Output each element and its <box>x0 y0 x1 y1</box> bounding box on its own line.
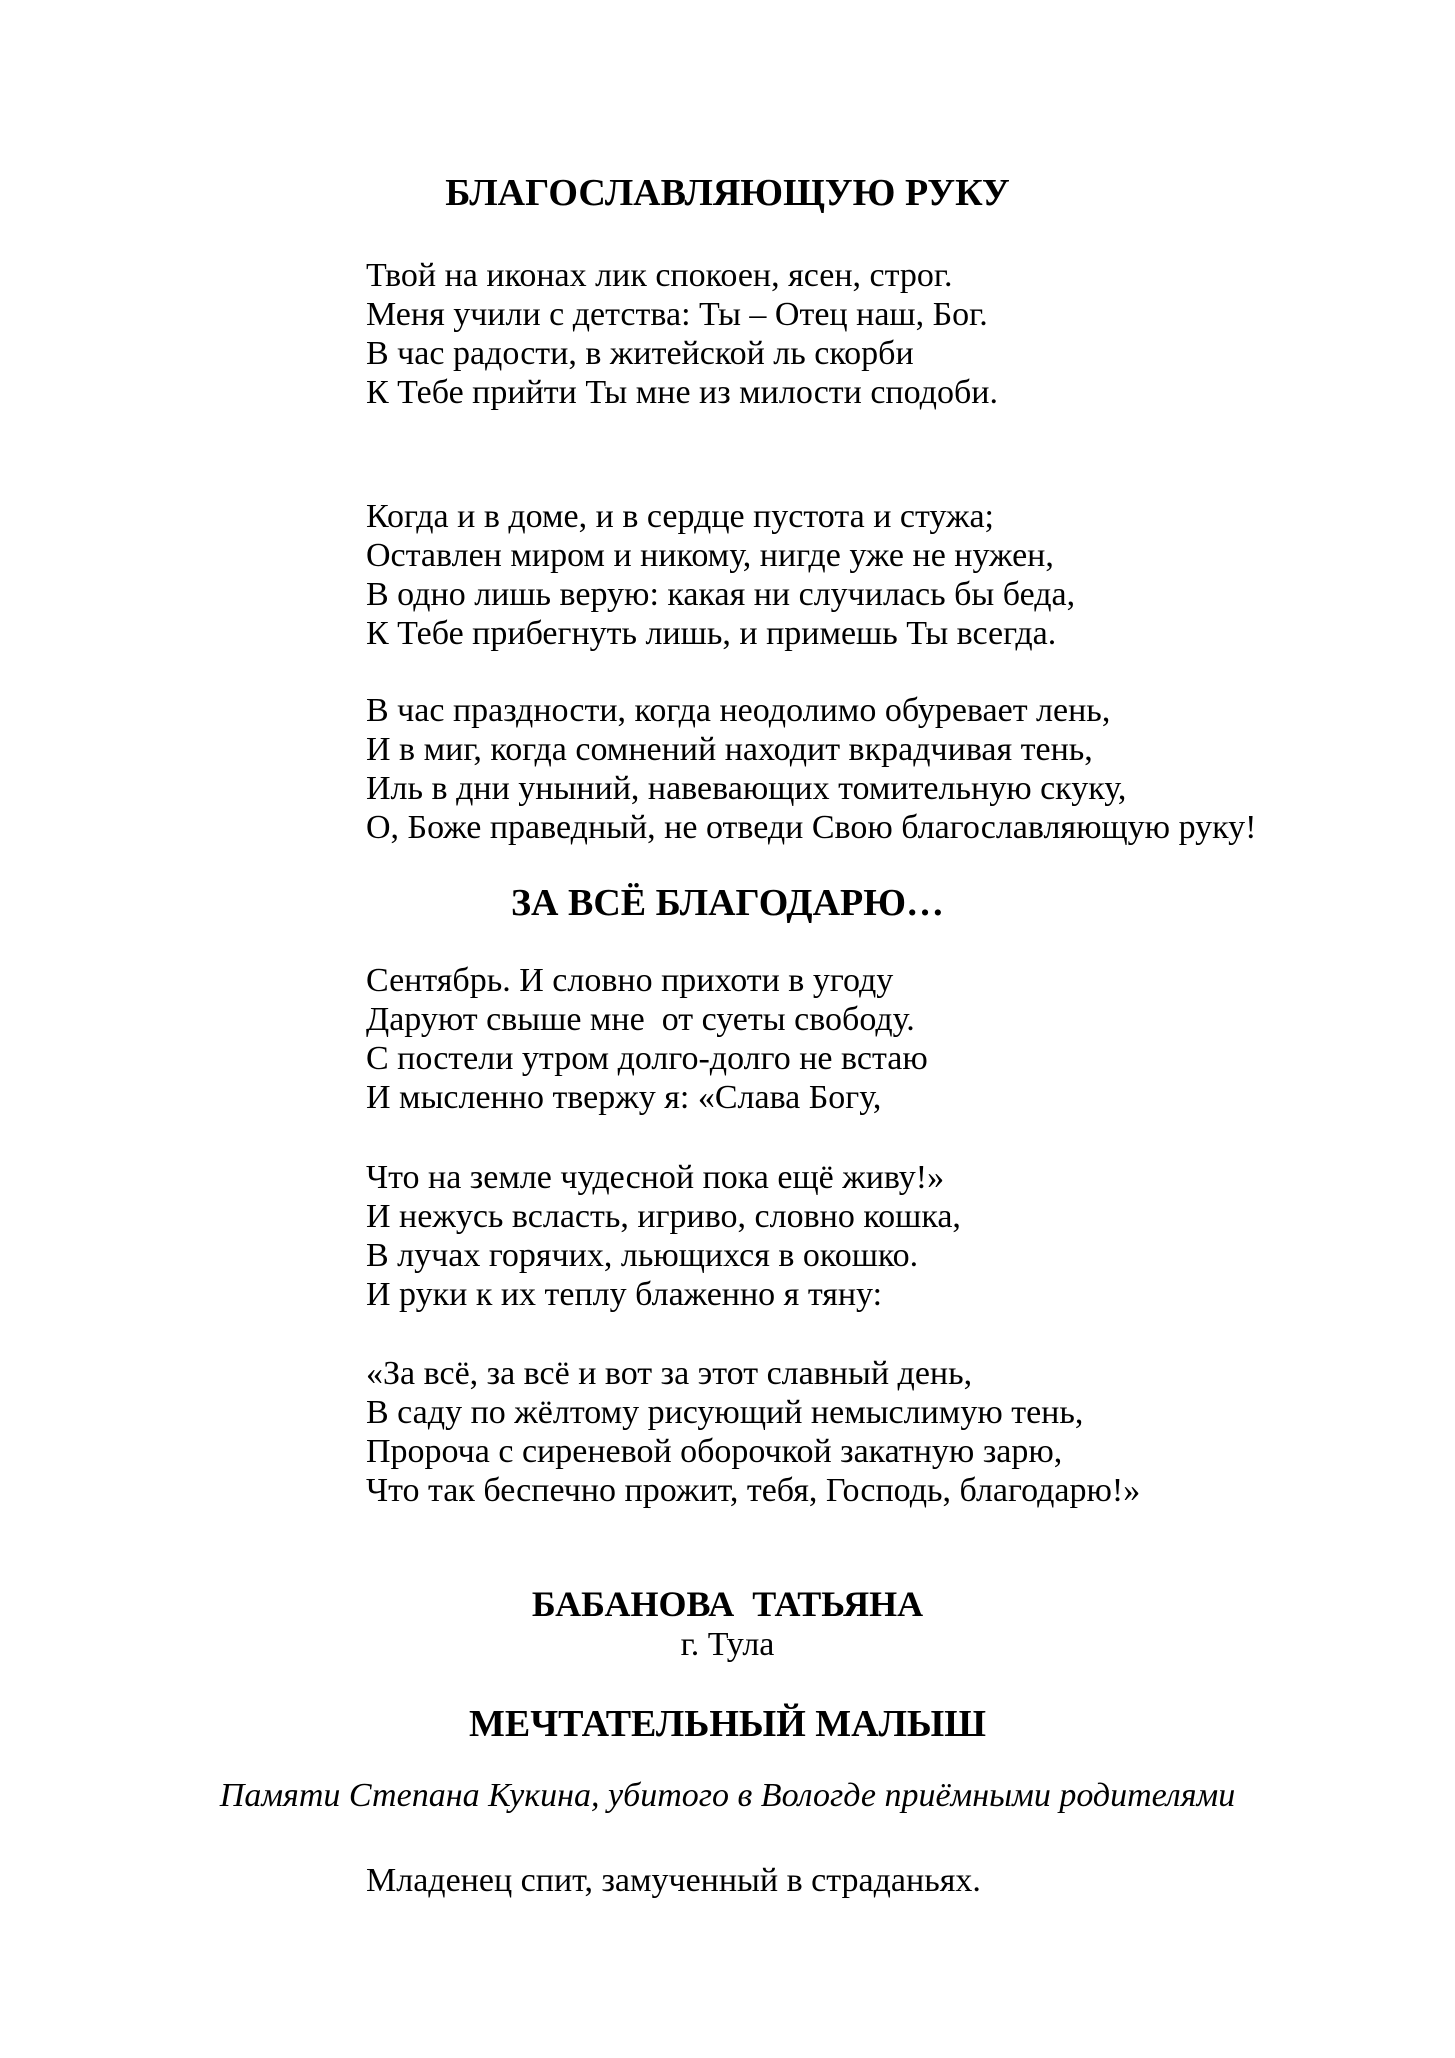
poem-line: В одно лишь верую: какая ни случилась бы беда, <box>366 576 1076 613</box>
poem-line: И нежусь всласть, игриво, словно кошка, <box>366 1198 961 1235</box>
poem-line: Иль в дни уныний, навевающих томительную скуку, <box>366 770 1127 807</box>
poem-line: В саду по жёлтому рисующий немыслимую тень, <box>366 1394 1084 1431</box>
poem-1-stanza-2 <box>0 497 1455 653</box>
poem-line: И мысленно твержу я: «Слава Богу, <box>366 1079 882 1116</box>
poem-line: «За всё, за всё и вот за этот славный день, <box>366 1355 973 1392</box>
poem-line: Пророча с сиреневой оборочкой закатную зарю, <box>366 1433 1063 1470</box>
poem-line: И в миг, когда сомнений находит вкрадчивая тень, <box>366 731 1093 768</box>
poem-3-first-line: Младенец спит, замученный в страданьях. <box>366 1862 981 1899</box>
poem-line: Что так беспечно прожит, тебя, Господь, благодарю!» <box>366 1472 1141 1509</box>
poem-line: Оставлен миром и никому, нигде уже не нужен, <box>366 537 1054 574</box>
poem-line: К Тебе прийти Ты мне из милости сподоби. <box>366 374 998 411</box>
poem-line: К Тебе прибегнуть лишь, и примешь Ты всегда. <box>366 615 1057 652</box>
poem-2-stanza-1 <box>0 961 1455 1117</box>
author-city: г. Тула <box>680 1626 775 1663</box>
poem-line: В час радости, в житейской ль скорби <box>366 335 914 372</box>
poem-2-stanza-2 <box>0 1158 1455 1314</box>
poem-line: И руки к их теплу блаженно я тяну: <box>366 1276 883 1313</box>
poem-1-title: БЛАГОСЛАВЛЯЮЩУЮ РУКУ <box>445 172 1010 214</box>
poem-2-title: ЗА ВСЁ БЛАГОДАРЮ… <box>510 882 945 924</box>
poem-line: Что на земле чудесной пока ещё живу!» <box>366 1159 945 1196</box>
author-name: БАБАНОВА ТАТЬЯНА <box>531 1584 924 1624</box>
poem-2-stanza-3 <box>0 1354 1455 1510</box>
poem-line: Сентябрь. И словно прихоти в угоду <box>366 962 894 999</box>
poem-3-dedication: Памяти Степана Кукина, убитого в Вологде приёмными родителями <box>219 1777 1236 1814</box>
poem-line: В час праздности, когда неодолимо обуревает лень, <box>366 692 1111 729</box>
poem-3-title: МЕЧТАТЕЛЬНЫЙ МАЛЫШ <box>469 1703 986 1745</box>
poem-1-stanza-1 <box>0 256 1455 412</box>
poem-1-stanza-3 <box>0 691 1455 847</box>
poem-line: Даруют свыше мне от суеты свободу. <box>366 1001 915 1038</box>
poem-line: В лучах горячих, льющихся в окошко. <box>366 1237 919 1274</box>
poem-line: Меня учили с детства: Ты – Отец наш, Бог. <box>366 296 988 333</box>
poem-line: Твой на иконах лик спокоен, ясен, строг. <box>366 257 953 294</box>
poem-line: Когда и в доме, и в сердце пустота и стужа; <box>366 498 995 535</box>
poem-line: О, Боже праведный, не отведи Свою благославляющую руку! <box>366 809 1257 846</box>
poem-line: С постели утром долго-долго не встаю <box>366 1040 928 1077</box>
